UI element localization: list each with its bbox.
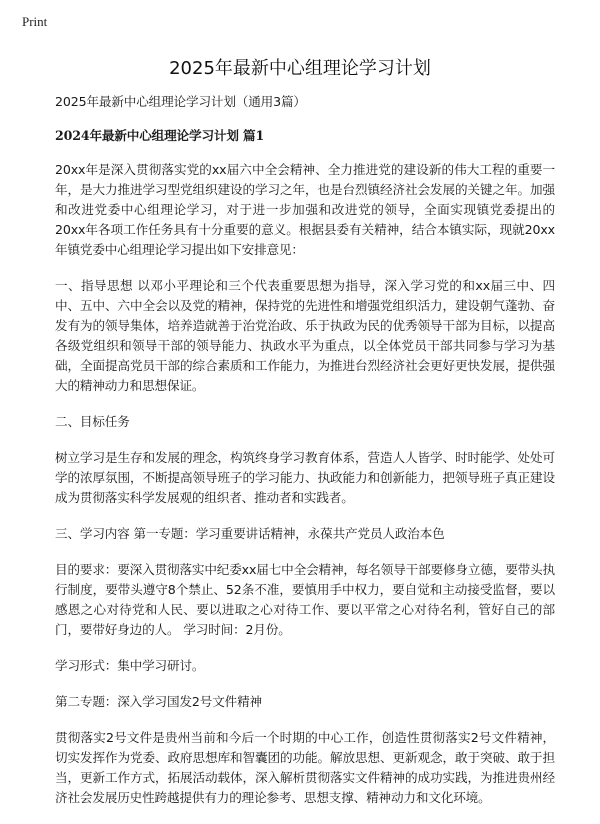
paragraph-intro: 20xx年是深入贯彻落实党的xx届六中全会精神、全力推进党的建设新的伟大工程的重要一年，是大力推进学习型党组织建设的学习之年，也是台烈镇经济社会发展的关键之年。加强和改进党委中心组理论学习，对于进一步加强和改进党的领导，全面实现镇党委提出的20xx年各项工作任务具有十分重要的意义。根据县委有关精神，结合本镇实际，现就20xx年镇党委中心组理论学习提出如下安排意见： [55, 162, 555, 257]
paragraph-topic-two: 贯彻落实2号文件是贵州当前和今后一个时期的中心工作，创造性贯彻落实2号文件精神，切实发挥作为党委、政府思想库和智囊团的功能。解放思想、更新观念，敢于突破、敢于担当，更新工作方式，拓展活动载体，深入解析贯彻落实文件精神的成功实践，为推进贵州经济社会发展历史性跨越提供有力的理论参考、思想支撑、精神动力和文化环境。 [55, 730, 555, 805]
paragraph-guiding-ideology: 一、指导思想 以邓小平理论和三个代表重要思想为指导，深入学习党的和xx届三中、四中、五中、六中全会以及党的精神，保持党的先进性和增强党组织活力，建设朝气蓬勃、奋发有为的领导集体，培养造就善于治党治政、乐于执政为民的优秀领导干部为目标，以提高各级党组织和领导干部的领导能力、执政水平为重点，以全体党员干部共同参与学习为基础，全面提高党员干部的综合素质和工作能力，为推进台烈经济社会更好更快发展，提供强大的精神动力和思想保证。 [55, 278, 555, 393]
page-title: 2025年最新中心组理论学习计划 [169, 58, 431, 79]
paragraph-goals: 树立学习是生存和发展的理念，构筑终身学习教育体系，营造人人皆学、时时能学、处处可学的浓厚氛围，不断提高领导班子的学习能力、执政能力和创新能力，把领导班子真正建设成为贯彻落实科学发展观的组织者、推动者和实践者。 [55, 450, 555, 505]
heading-topic-two: 第二专题：深入学习国发2号文件精神 [55, 694, 262, 709]
heading-goals: 二、目标任务 [55, 414, 130, 429]
paragraph-requirements: 目的要求：要深入贯彻落实中纪委xx届七中全会精神，每名领导干部要修身立德，要带头执行制度，要带头遵守8个禁止、52条不准，要慎用手中权力，要自觉和主动接受监督，要以感恩之心对待党和人民、要以进取之心对待工作、要以平常之心对待名利，管好自己的部门，要带好身边的人。 学习时间：2月份。 [55, 562, 555, 637]
document-subtitle: 2025年最新中心组理论学习计划（通用3篇） [55, 94, 306, 109]
section-heading: 2024年最新中心组理论学习计划 篇1 [55, 128, 265, 143]
paragraph-study-format: 学习形式：集中学习研讨。 [55, 658, 205, 673]
document-body [55, 92, 555, 824]
heading-study-content: 三、学习内容 第一专题：学习重要讲话精神，永葆共产党员人政治本色 [55, 526, 445, 541]
print-link[interactable]: Print [22, 14, 48, 29]
